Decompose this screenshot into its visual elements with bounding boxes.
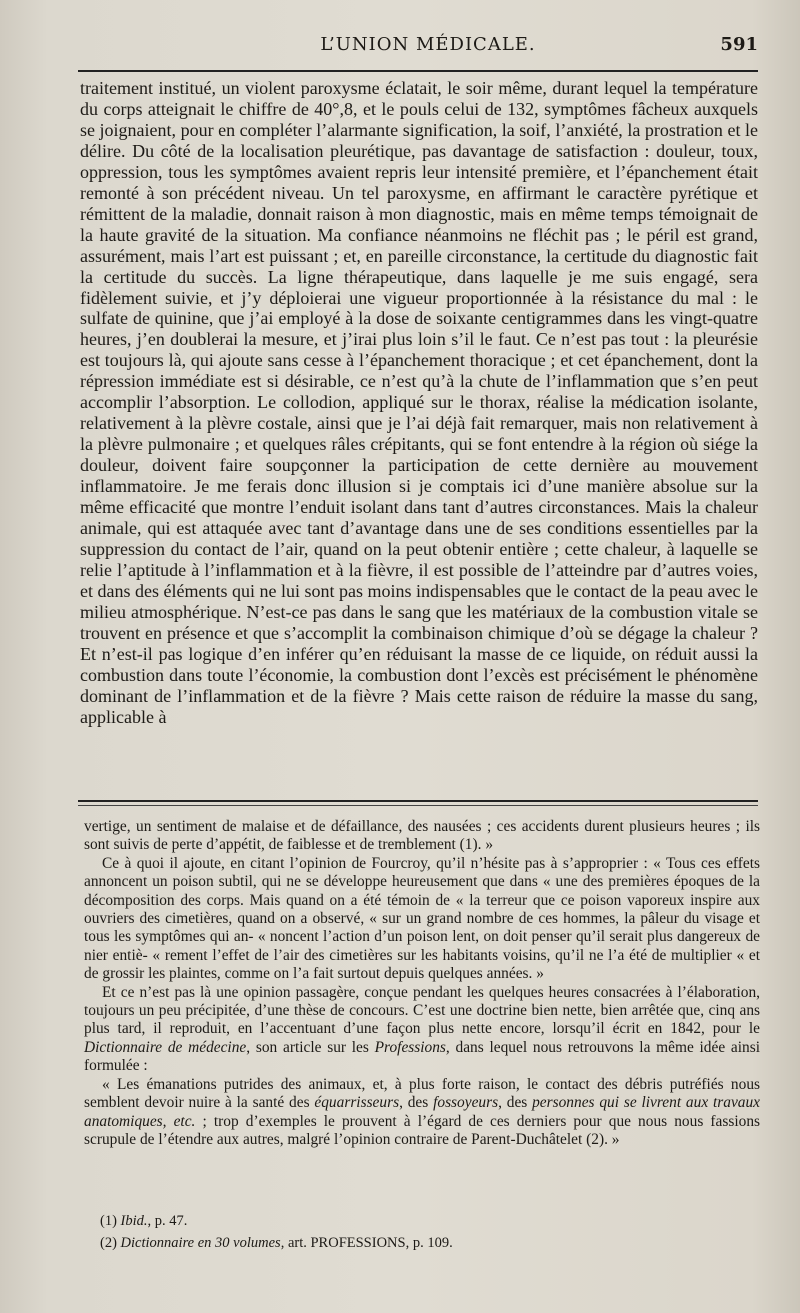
note-p4-italic-2: fossoyeurs [433,1094,499,1112]
feuilleton-text [84,818,760,1149]
note-paragraph-4 [84,1076,760,1150]
footnotes [100,1210,760,1254]
footnote-2-number: (2) [100,1235,121,1251]
footnote-2-italic: Dictionnaire en 30 volumes [120,1235,281,1251]
running-title: L’UNION MÉDICALE. [320,34,536,55]
footnote-1-number: (1) [100,1213,121,1229]
note-p4-italic-1: équarrisseurs [314,1094,400,1112]
footnote-2 [100,1232,760,1254]
note-paragraph-3 [84,984,760,1076]
footnote-2-text: , art. PROFESSIONS, p. 109. [280,1235,453,1251]
page-number: 591 [720,34,758,55]
note-p4-text-a: « Les émanations putrides des animaux, et, à plus forte raison, le contact des débris putréfiés nous semblent devoir nuire à la santé des [84,1075,760,1112]
section-rule-thick [78,800,758,802]
note-p4-italic-3: personnes qui se livrent aux travaux anatomiques, etc. [84,1094,760,1130]
note-p3-italic-1: Dictionnaire de médecine [84,1038,247,1056]
note-p3-text-c: , dans lequel nous retrouvons la même idée ainsi formulée : [84,1038,760,1075]
main-body-text: traitement institué, un violent paroxysme éclatait, le soir même, durant lequel la température du corps atteignait le chiffre de 40°,8, et le pouls celui de 132, symptômes fâcheux auxquels se joignaient, pour en compléter l’alarmante signification, la soif, l’anxiété, la prostration et le délire. Du côté de la localisation pleurétique, pas davantage de satisfaction : douleur, toux, oppression, tous les symptômes avaient repris leur intensité première, et l’épanchement était remonté à son précédent niveau. Un tel paroxysme, en affirmant le caractère pyrétique et rémittent de la maladie, donnait raison à mon diagnostic, mais en même temps témoignait de la haute gravité de la situation. Ma confiance néanmoins ne fléchit pas ; le péril est grand, assurément, mais l’art est puissant ; et, en pareille circonstance, la certitude du diagnostic fait la certitude du succès. La ligne thérapeutique, dans laquelle je me suis engagé, sera fidèlement suivie, et j’y déploierai une vigueur proportionnée à la résistance du mal : le sulfate de quinine, que j’ai employé à la dose de soixante centigrammes dans les vingt-quatre heures, j’en doublerai la mesure, et j’irai plus loin s’il le faut. Ce n’est pas tout : la pleurésie est toujours là, qui ajoute sans cesse à l’épanchement thoracique ; et cet épanchement, dont la répression immédiate est si désirable, ce n’est qu’à la chute de l’inflammation que s’en peut accomplir l’absorption. Le collodion, appliqué sur le thorax, réalise la médication isolante, relativement à la plèvre costale, ainsi que je l’ai déjà fait remarquer, mais non relativement à la plèvre pulmonaire ; et quelques râles crépitants, qui se font entendre à la région où siége la douleur, doivent faire soupçonner la participation de cette dernière au mouvement inflammatoire. Je me ferais donc illusion si je comptais ici d’une manière absolue sur la même efficacité que montre l’enduit isolant dans tant d’autres circonstances. Mais la chaleur animale, qui est attaquée avec tant d’avantage dans une de ses conditions essentielles par la suppression du contact de l’air, quand on la peut obtenir entière ; cette chaleur, à laquelle se relie l’aptitude à l’inflammation et à la fièvre, il est possible de l’atteindre par d’autres voies, et dans des éléments qui ne lui sont pas moins indispensables que le contact de la peau avec le milieu atmosphérique. N’est-ce pas dans le sang que les matériaux de la combustion vitale se trouvent en présence et que s’accomplit la combinaison chimique d’où se dégage la chaleur ? Et n’est-il pas logique d’en inférer qu’en réduisant la masse de ce liquide, on réduit aussi la combustion dans toute l’économie, la combustion dont l’excès est précisément le phénomène dominant de l’inflammation et de la fièvre ? Mais cette raison de réduire la masse du sang, applicable à [80,78,758,727]
section-rule-thin [78,805,758,806]
note-p4-text-b: , des [399,1094,434,1112]
note-paragraph-2: Ce à quoi il ajoute, en citant l’opinion de Fourcroy, qu’il n’hésite pas à s’approprier : « Tous ces effets annoncent un poison subtil, qui ne se développe heureusement que dans « une des premières époques de la décomposition des corps. Mais quand on a été témoin de « la terreur que ce poison vaporeux inspire aux ouvriers des cimetières, quand on a observé, « sur un grand nombre de ces hommes, la pâleur du visage et tous les symptômes qui an- « noncent l’action d’un poison lent, on doit penser qu’il serait plus dangereux de nier entiè- « rement l’effet de l’air des cimetières sur les habitants voisins, qu’il ne l’a été de multiplier « et de grossir les plaintes, comme on l’a fait surtout depuis quelques années. » [84,854,760,983]
note-p3-text-b: , son article sur les [246,1038,375,1056]
header-rule [78,70,758,72]
note-p3-text-a: Et ce n’est pas là une opinion passagère, conçue pendant les quelques heures consacrées à l’élaboration, toujours un peu précipitée, d’une thèse de concours. C’est une doctrine bien nette, bien arrêtée que, cinq ans plus tard, il reproduit, en l’accentuant d’une façon plus nette encore, lorsqu’il écrit en 1842, pour le [84,983,760,1038]
note-p4-text-c: , des [498,1094,533,1112]
footnote-1 [100,1210,760,1232]
page-header [78,34,758,64]
note-p4-text-d: ; trop d’exemples le prouvent à l’égard de ces derniers pour que nous nous fassions scrupule de l’étendre aux autres, malgré l’opinion contraire de Parent-Duchâtelet (2). » [84,1112,760,1148]
note-p3-italic-2: Professions [374,1038,446,1056]
footnote-1-italic: Ibid. [120,1213,148,1229]
footnote-1-text: , p. 47. [147,1213,188,1229]
note-paragraph-1: vertige, un sentiment de malaise et de défaillance, des nausées ; ces accidents durent plusieurs heures ; ils sont suivis de perte d’appétit, de faiblesse et de tremblement (1). » [84,818,760,854]
